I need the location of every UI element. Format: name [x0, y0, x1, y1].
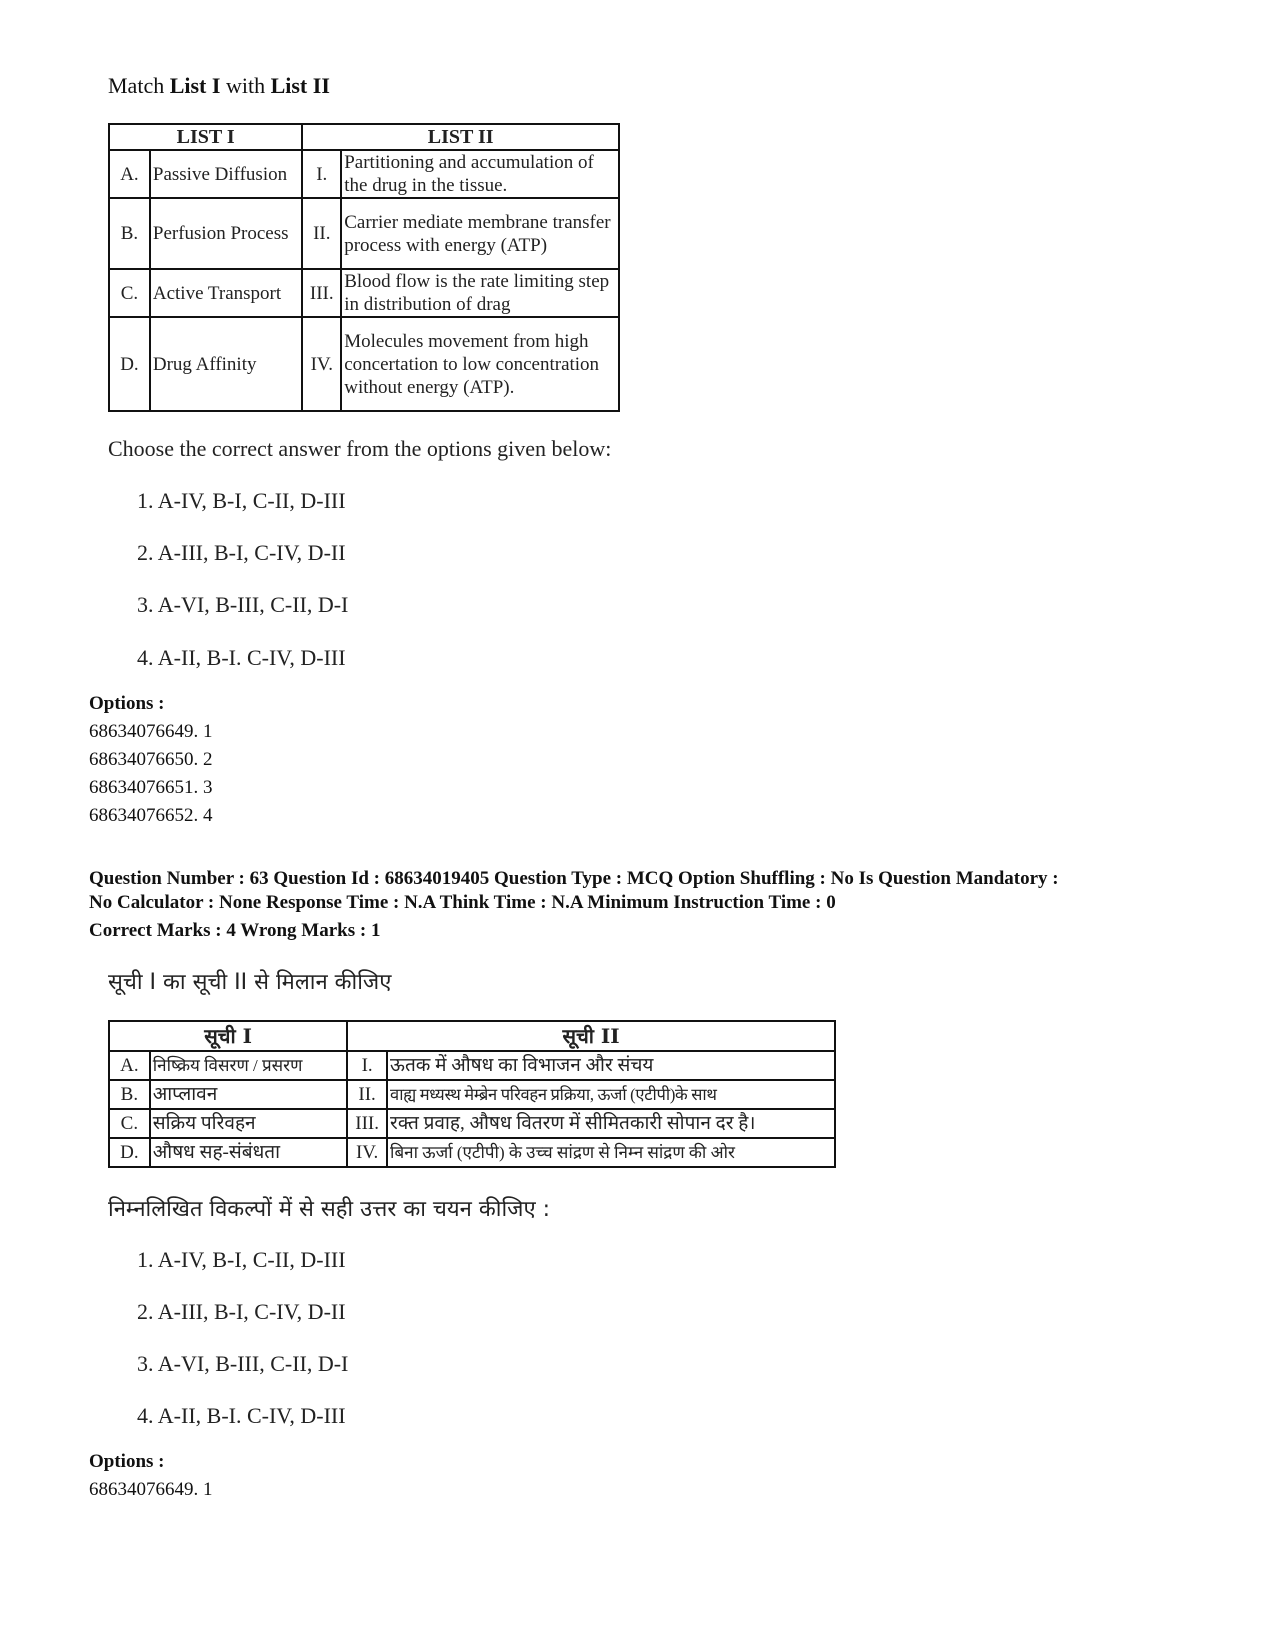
row-letter: D. [109, 317, 150, 411]
row-letter: D. [109, 1138, 150, 1167]
q2-heading: सूची I का सूची II से मिलान कीजिए [108, 970, 392, 995]
q2-col2-header: सूची II [347, 1021, 835, 1051]
table-row [109, 1080, 835, 1109]
table-row [109, 1051, 835, 1080]
q1-match-table [108, 123, 620, 412]
row-roman: II. [347, 1080, 387, 1109]
row-item: Perfusion Process [150, 198, 302, 269]
table-row [109, 1109, 835, 1138]
row-item: Active Transport [150, 269, 302, 317]
row-desc: रक्त प्रवाह, औषध वितरण में सीमितकारी सोपान दर है। [387, 1109, 835, 1138]
q1-option-id-4: 68634076652. 4 [89, 805, 213, 826]
q2-choice-2: 2. A-III, B-I, C-IV, D-II [137, 1299, 346, 1324]
row-desc: वाह्य मध्यस्थ मेम्ब्रेन परिवहन प्रक्रिया, ऊर्जा (एटीपी)के साथ [387, 1080, 835, 1109]
row-letter: B. [109, 198, 150, 269]
q1-choice-4: 4. A-II, B-I. C-IV, D-III [137, 645, 346, 670]
table-row [109, 1138, 835, 1167]
row-roman: I. [302, 150, 341, 198]
q1-options-label: Options : [89, 693, 165, 714]
q2-choice-1: 1. A-IV, B-I, C-II, D-III [137, 1247, 346, 1272]
q1-choice-3: 3. A-VI, B-III, C-II, D-I [137, 592, 349, 617]
q2-option-id-1: 68634076649. 1 [89, 1479, 213, 1500]
row-desc: Carrier mediate membrane transfer process with energy (ATP) [341, 198, 619, 269]
row-roman: II. [302, 198, 341, 269]
row-item: औषध सह-संबंधता [150, 1138, 347, 1167]
row-letter: A. [109, 150, 150, 198]
q2-instruction: निम्नलिखित विकल्पों में से सही उत्तर का चयन कीजिए : [108, 1197, 551, 1222]
row-item: सक्रिय परिवहन [150, 1109, 347, 1138]
row-letter: C. [109, 269, 150, 317]
q1-option-id-3: 68634076651. 3 [89, 777, 213, 798]
table-row [109, 150, 619, 198]
q2-meta-line2: No Calculator : None Response Time : N.A Think Time : N.A Minimum Instruction Time : 0 [89, 892, 836, 913]
q2-meta-line1: Question Number : 63 Question Id : 68634019405 Question Type : MCQ Option Shuffling : No Is Question Mandatory : [89, 868, 1059, 889]
row-roman: IV. [302, 317, 341, 411]
row-roman: III. [302, 269, 341, 317]
q1-col1-header: LIST I [109, 124, 302, 150]
row-roman: III. [347, 1109, 387, 1138]
row-letter: C. [109, 1109, 150, 1138]
q1-heading [108, 73, 330, 99]
q2-choice-3: 3. A-VI, B-III, C-II, D-I [137, 1351, 349, 1376]
q2-options-label: Options : [89, 1451, 165, 1472]
q1-option-id-2: 68634076650. 2 [89, 749, 213, 770]
q2-choice-4: 4. A-II, B-I. C-IV, D-III [137, 1403, 346, 1428]
row-item: निष्क्रिय विसरण / प्रसरण [150, 1051, 347, 1080]
q1-choice-2: 2. A-III, B-I, C-IV, D-II [137, 540, 346, 565]
table-row [109, 198, 619, 269]
q2-marks-line: Correct Marks : 4 Wrong Marks : 1 [89, 920, 381, 941]
row-item: आप्लावन [150, 1080, 347, 1109]
row-desc: Molecules movement from high concertation to low concentration without energy (ATP). [341, 317, 619, 411]
row-item: Passive Diffusion [150, 150, 302, 198]
row-roman: IV. [347, 1138, 387, 1167]
row-desc: Blood flow is the rate limiting step in distribution of drag [341, 269, 619, 317]
row-item: Drug Affinity [150, 317, 302, 411]
table-row [109, 269, 619, 317]
q2-col1-header: सूची I [109, 1021, 347, 1051]
q1-heading-list1: List I [169, 73, 221, 98]
q1-col2-header: LIST II [302, 124, 619, 150]
q1-instruction: Choose the correct answer from the options given below: [108, 436, 612, 461]
q1-option-id-1: 68634076649. 1 [89, 721, 213, 742]
q1-heading-mid: with [220, 73, 271, 98]
q1-choice-1: 1. A-IV, B-I, C-II, D-III [137, 488, 346, 513]
q1-heading-pre: Match [108, 73, 170, 98]
row-desc: Partitioning and accumulation of the drug in the tissue. [341, 150, 619, 198]
row-letter: A. [109, 1051, 150, 1080]
q1-heading-list2: List II [270, 73, 330, 98]
table-row [109, 317, 619, 411]
q2-match-table [108, 1020, 836, 1168]
row-desc: ऊतक में औषध का विभाजन और संचय [387, 1051, 835, 1080]
row-roman: I. [347, 1051, 387, 1080]
row-letter: B. [109, 1080, 150, 1109]
row-desc: बिना ऊर्जा (एटीपी) के उच्च सांद्रण से निम्न सांद्रण की ओर [387, 1138, 835, 1167]
